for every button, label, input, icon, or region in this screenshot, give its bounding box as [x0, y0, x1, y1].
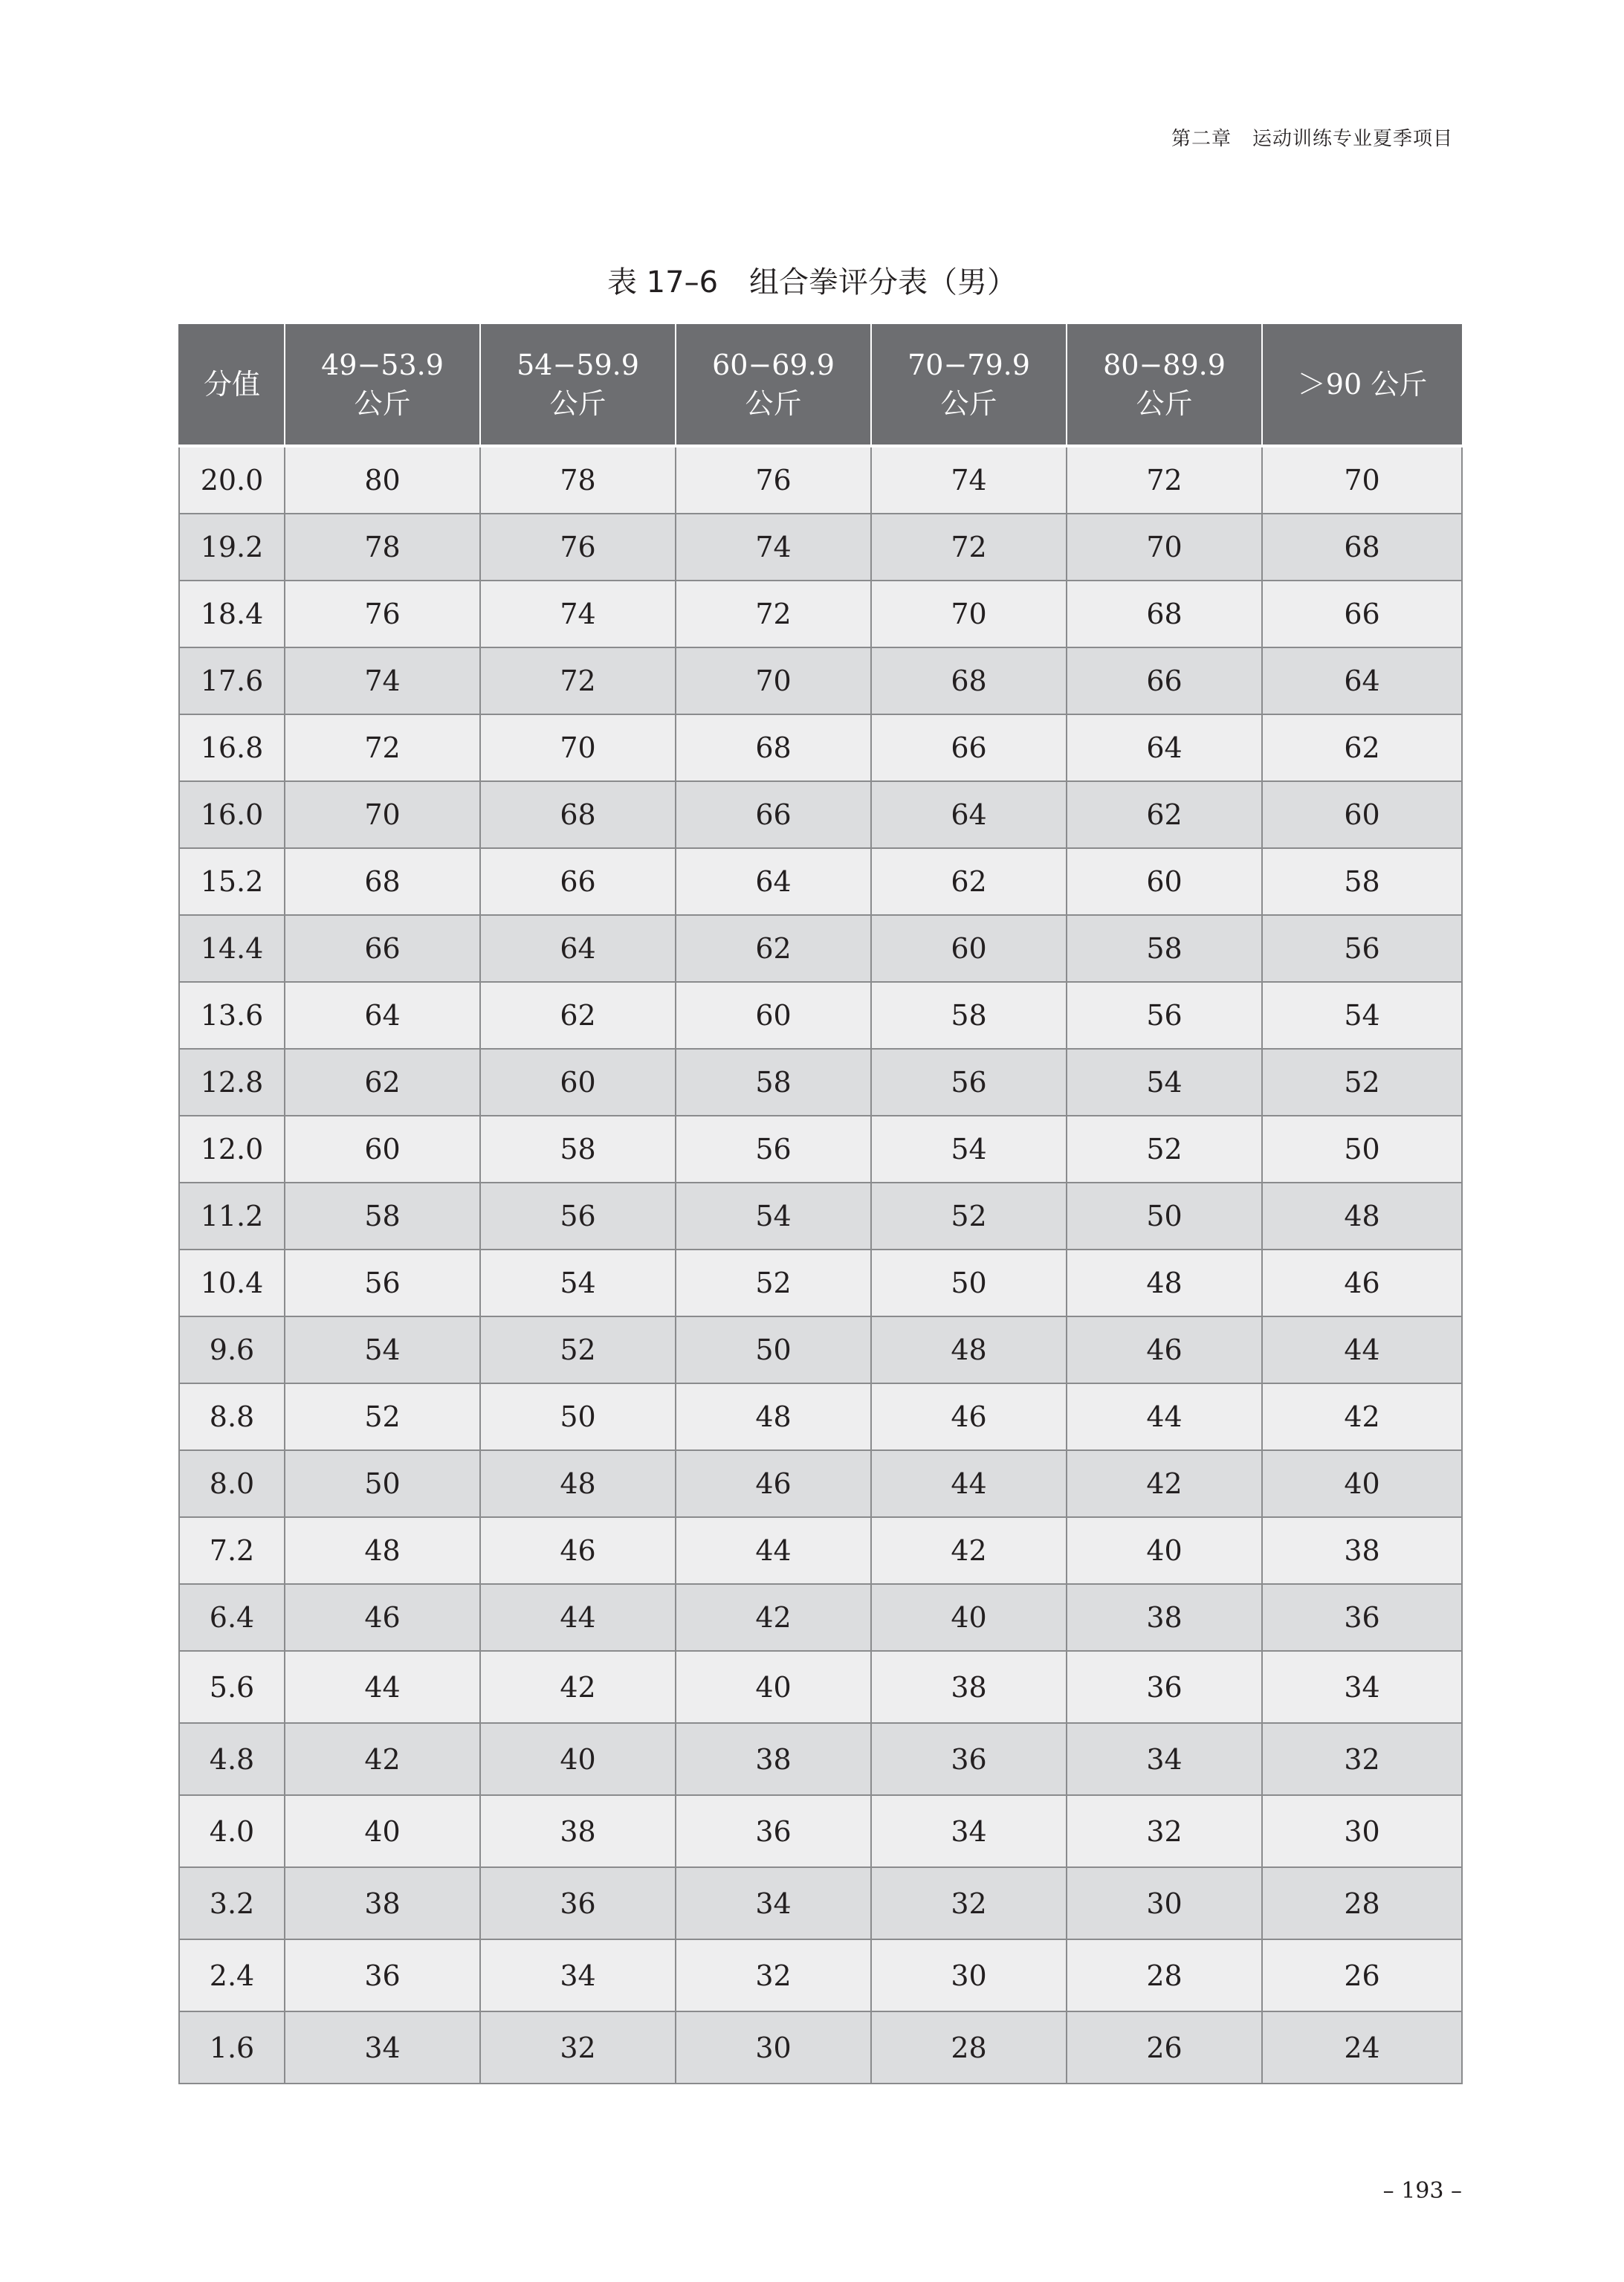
- weight-value-cell: 72: [871, 514, 1067, 581]
- weight-value-cell: 70: [1067, 514, 1262, 581]
- weight-value-cell: 46: [285, 1584, 480, 1651]
- weight-value-cell: 44: [480, 1584, 676, 1651]
- weight-value-cell: 66: [1067, 647, 1262, 714]
- score-cell: 17.6: [179, 647, 285, 714]
- weight-value-cell: 58: [480, 1116, 676, 1183]
- weight-value-cell: 48: [871, 1316, 1067, 1383]
- weight-value-cell: 78: [285, 514, 480, 581]
- weight-value-cell: 74: [676, 514, 871, 581]
- weight-value-cell: 52: [480, 1316, 676, 1383]
- weight-value-cell: 34: [676, 1867, 871, 1939]
- weight-value-cell: 42: [285, 1723, 480, 1795]
- score-cell: 7.2: [179, 1517, 285, 1584]
- header-cell-text: 公斤: [354, 387, 411, 420]
- weight-value-cell: 68: [285, 848, 480, 915]
- weight-value-cell: 34: [285, 2011, 480, 2084]
- weight-value-cell: 38: [480, 1795, 676, 1867]
- weight-value-cell: 48: [285, 1517, 480, 1584]
- weight-value-cell: 46: [1067, 1316, 1262, 1383]
- header-cell-score: [179, 324, 285, 446]
- header-cell-weight-class: [1262, 324, 1462, 446]
- score-cell: 11.2: [179, 1183, 285, 1250]
- weight-value-cell: 62: [1067, 781, 1262, 848]
- score-cell: 12.8: [179, 1049, 285, 1116]
- weight-value-cell: 80: [285, 446, 480, 514]
- table-row: [179, 581, 1462, 647]
- weight-value-cell: 60: [871, 915, 1067, 982]
- score-cell: 5.6: [179, 1651, 285, 1723]
- weight-value-cell: 44: [676, 1517, 871, 1584]
- table-row: [179, 1183, 1462, 1250]
- weight-value-cell: 54: [1262, 982, 1462, 1049]
- weight-value-cell: 64: [676, 848, 871, 915]
- table-row: [179, 714, 1462, 781]
- weight-value-cell: 58: [676, 1049, 871, 1116]
- table-row: [179, 446, 1462, 514]
- table-row: [179, 1723, 1462, 1795]
- table-row: [179, 781, 1462, 848]
- weight-value-cell: 70: [871, 581, 1067, 647]
- weight-value-cell: 30: [1067, 1867, 1262, 1939]
- weight-value-cell: 42: [1262, 1383, 1462, 1450]
- score-cell: 15.2: [179, 848, 285, 915]
- weight-value-cell: 48: [1262, 1183, 1462, 1250]
- weight-value-cell: 24: [1262, 2011, 1462, 2084]
- weight-value-cell: 36: [480, 1867, 676, 1939]
- weight-value-cell: 34: [871, 1795, 1067, 1867]
- weight-value-cell: 30: [871, 1939, 1067, 2011]
- header-cell-text: 49−53.9: [321, 349, 444, 381]
- weight-value-cell: 40: [676, 1651, 871, 1723]
- weight-value-cell: 26: [1067, 2011, 1262, 2084]
- weight-value-cell: 66: [676, 781, 871, 848]
- table-row: [179, 1939, 1462, 2011]
- score-cell: 14.4: [179, 915, 285, 982]
- header-row: [179, 324, 1462, 446]
- header-cell-text: 80−89.9: [1103, 349, 1226, 381]
- table-row: [179, 1584, 1462, 1651]
- weight-value-cell: 28: [1262, 1867, 1462, 1939]
- weight-value-cell: 56: [871, 1049, 1067, 1116]
- score-cell: 20.0: [179, 446, 285, 514]
- weight-value-cell: 76: [285, 581, 480, 647]
- weight-value-cell: 36: [285, 1939, 480, 2011]
- weight-value-cell: 36: [1067, 1651, 1262, 1723]
- running-header: [1171, 123, 1453, 151]
- weight-value-cell: 42: [871, 1517, 1067, 1584]
- weight-value-cell: 62: [285, 1049, 480, 1116]
- score-cell: 4.8: [179, 1723, 285, 1795]
- header-cell-weight-class: [480, 324, 676, 446]
- weight-value-cell: 34: [480, 1939, 676, 2011]
- score-cell: 8.0: [179, 1450, 285, 1517]
- weight-value-cell: 40: [1262, 1450, 1462, 1517]
- score-cell: 16.8: [179, 714, 285, 781]
- header-cell-text: 分值: [203, 368, 260, 401]
- weight-value-cell: 56: [1067, 982, 1262, 1049]
- score-cell: 8.8: [179, 1383, 285, 1450]
- weight-value-cell: 62: [1262, 714, 1462, 781]
- weight-value-cell: 66: [1262, 581, 1462, 647]
- table-body: [179, 446, 1462, 2084]
- weight-value-cell: 38: [285, 1867, 480, 1939]
- weight-value-cell: 52: [285, 1383, 480, 1450]
- score-cell: 3.2: [179, 1867, 285, 1939]
- weight-value-cell: 58: [871, 982, 1067, 1049]
- weight-value-cell: 40: [480, 1723, 676, 1795]
- weight-value-cell: 32: [1067, 1795, 1262, 1867]
- weight-value-cell: 48: [1067, 1250, 1262, 1316]
- weight-value-cell: 56: [285, 1250, 480, 1316]
- table-row: [179, 647, 1462, 714]
- table-number: 表 17–6: [606, 265, 719, 300]
- weight-value-cell: 56: [676, 1116, 871, 1183]
- weight-value-cell: 50: [1067, 1183, 1262, 1250]
- header-cell-text: 公斤: [549, 387, 606, 420]
- weight-value-cell: 62: [676, 915, 871, 982]
- score-cell: 4.0: [179, 1795, 285, 1867]
- weight-value-cell: 70: [285, 781, 480, 848]
- weight-value-cell: 74: [480, 581, 676, 647]
- weight-value-cell: 60: [285, 1116, 480, 1183]
- weight-value-cell: 32: [871, 1867, 1067, 1939]
- weight-value-cell: 46: [676, 1450, 871, 1517]
- table-title: [0, 259, 1624, 301]
- weight-value-cell: 68: [480, 781, 676, 848]
- weight-value-cell: 68: [676, 714, 871, 781]
- weight-value-cell: 46: [1262, 1250, 1462, 1316]
- weight-value-cell: 38: [1262, 1517, 1462, 1584]
- header-cell-weight-class: [285, 324, 480, 446]
- weight-value-cell: 50: [871, 1250, 1067, 1316]
- weight-value-cell: 50: [285, 1450, 480, 1517]
- table-row: [179, 1651, 1462, 1723]
- weight-value-cell: 48: [676, 1383, 871, 1450]
- header-cell-text: 60−69.9: [712, 349, 835, 381]
- score-table: [178, 324, 1463, 2084]
- weight-value-cell: 76: [676, 446, 871, 514]
- weight-value-cell: 30: [1262, 1795, 1462, 1867]
- weight-value-cell: 60: [480, 1049, 676, 1116]
- weight-value-cell: 54: [1067, 1049, 1262, 1116]
- weight-value-cell: 74: [285, 647, 480, 714]
- table-row: [179, 915, 1462, 982]
- weight-value-cell: 68: [1067, 581, 1262, 647]
- table-row: [179, 982, 1462, 1049]
- weight-value-cell: 68: [1262, 514, 1462, 581]
- weight-value-cell: 52: [1067, 1116, 1262, 1183]
- score-cell: 18.4: [179, 581, 285, 647]
- running-header-section: 运动训练专业夏季项目: [1252, 128, 1453, 150]
- weight-value-cell: 54: [871, 1116, 1067, 1183]
- table-header: [179, 324, 1462, 446]
- running-header-chapter: 第二章: [1171, 128, 1232, 150]
- table-row: [179, 1250, 1462, 1316]
- weight-value-cell: 72: [1067, 446, 1262, 514]
- header-cell-weight-class: [676, 324, 871, 446]
- header-cell-text: 54−59.9: [517, 349, 639, 381]
- weight-value-cell: 28: [871, 2011, 1067, 2084]
- weight-value-cell: 66: [480, 848, 676, 915]
- weight-value-cell: 52: [871, 1183, 1067, 1250]
- weight-value-cell: 54: [480, 1250, 676, 1316]
- weight-value-cell: 74: [871, 446, 1067, 514]
- score-cell: 9.6: [179, 1316, 285, 1383]
- weight-value-cell: 28: [1067, 1939, 1262, 2011]
- table-row: [179, 514, 1462, 581]
- header-cell-text: 公斤: [940, 387, 997, 420]
- weight-value-cell: 52: [1262, 1049, 1462, 1116]
- weight-value-cell: 34: [1067, 1723, 1262, 1795]
- table-row: [179, 1116, 1462, 1183]
- weight-value-cell: 30: [676, 2011, 871, 2084]
- weight-value-cell: 44: [1262, 1316, 1462, 1383]
- table-row: [179, 1517, 1462, 1584]
- score-cell: 12.0: [179, 1116, 285, 1183]
- weight-value-cell: 70: [676, 647, 871, 714]
- score-cell: 10.4: [179, 1250, 285, 1316]
- weight-value-cell: 78: [480, 446, 676, 514]
- header-cell-text: 公斤: [1136, 387, 1193, 420]
- weight-value-cell: 64: [480, 915, 676, 982]
- weight-value-cell: 56: [480, 1183, 676, 1250]
- weight-value-cell: 62: [871, 848, 1067, 915]
- weight-value-cell: 40: [1067, 1517, 1262, 1584]
- table-row: [179, 1795, 1462, 1867]
- weight-value-cell: 36: [676, 1795, 871, 1867]
- weight-value-cell: 46: [480, 1517, 676, 1584]
- score-cell: 1.6: [179, 2011, 285, 2084]
- weight-value-cell: 58: [1067, 915, 1262, 982]
- table-row: [179, 2011, 1462, 2084]
- weight-value-cell: 54: [285, 1316, 480, 1383]
- weight-value-cell: 48: [480, 1450, 676, 1517]
- weight-value-cell: 44: [285, 1651, 480, 1723]
- weight-value-cell: 38: [676, 1723, 871, 1795]
- weight-value-cell: 64: [1262, 647, 1462, 714]
- weight-value-cell: 66: [871, 714, 1067, 781]
- score-cell: 2.4: [179, 1939, 285, 2011]
- table-caption: 组合拳评分表（男）: [749, 265, 1018, 300]
- weight-value-cell: 32: [1262, 1723, 1462, 1795]
- weight-value-cell: 38: [871, 1651, 1067, 1723]
- weight-value-cell: 64: [871, 781, 1067, 848]
- table-row: [179, 1316, 1462, 1383]
- weight-value-cell: 40: [285, 1795, 480, 1867]
- table-row: [179, 848, 1462, 915]
- weight-value-cell: 72: [480, 647, 676, 714]
- weight-value-cell: 38: [1067, 1584, 1262, 1651]
- weight-value-cell: 64: [285, 982, 480, 1049]
- weight-value-cell: 58: [1262, 848, 1462, 915]
- weight-value-cell: 42: [480, 1651, 676, 1723]
- weight-value-cell: 50: [1262, 1116, 1462, 1183]
- score-cell: 13.6: [179, 982, 285, 1049]
- table-row: [179, 1383, 1462, 1450]
- weight-value-cell: 56: [1262, 915, 1462, 982]
- weight-value-cell: 72: [676, 581, 871, 647]
- weight-value-cell: 32: [480, 2011, 676, 2084]
- table-row: [179, 1049, 1462, 1116]
- header-cell-text: 70−79.9: [908, 349, 1030, 381]
- weight-value-cell: 32: [676, 1939, 871, 2011]
- weight-value-cell: 34: [1262, 1651, 1462, 1723]
- weight-value-cell: 70: [480, 714, 676, 781]
- weight-value-cell: 50: [676, 1316, 871, 1383]
- table-row: [179, 1450, 1462, 1517]
- weight-value-cell: 40: [871, 1584, 1067, 1651]
- weight-value-cell: 42: [676, 1584, 871, 1651]
- table-row: [179, 1867, 1462, 1939]
- weight-value-cell: 36: [871, 1723, 1067, 1795]
- weight-value-cell: 58: [285, 1183, 480, 1250]
- weight-value-cell: 36: [1262, 1584, 1462, 1651]
- weight-value-cell: 70: [1262, 446, 1462, 514]
- header-cell-text: 公斤: [745, 387, 802, 420]
- score-cell: 19.2: [179, 514, 285, 581]
- weight-value-cell: 44: [1067, 1383, 1262, 1450]
- weight-value-cell: 60: [1067, 848, 1262, 915]
- weight-value-cell: 52: [676, 1250, 871, 1316]
- weight-value-cell: 64: [1067, 714, 1262, 781]
- weight-value-cell: 60: [1262, 781, 1462, 848]
- weight-value-cell: 62: [480, 982, 676, 1049]
- score-cell: 6.4: [179, 1584, 285, 1651]
- weight-value-cell: 42: [1067, 1450, 1262, 1517]
- weight-value-cell: 68: [871, 647, 1067, 714]
- weight-value-cell: 44: [871, 1450, 1067, 1517]
- header-cell-text: ＞90 公斤: [1297, 368, 1428, 401]
- weight-value-cell: 46: [871, 1383, 1067, 1450]
- header-cell-weight-class: [1067, 324, 1262, 446]
- weight-value-cell: 50: [480, 1383, 676, 1450]
- page-number: – 193 –: [1382, 2178, 1462, 2204]
- weight-value-cell: 66: [285, 915, 480, 982]
- weight-value-cell: 26: [1262, 1939, 1462, 2011]
- weight-value-cell: 76: [480, 514, 676, 581]
- score-cell: 16.0: [179, 781, 285, 848]
- weight-value-cell: 60: [676, 982, 871, 1049]
- weight-value-cell: 54: [676, 1183, 871, 1250]
- header-cell-weight-class: [871, 324, 1067, 446]
- weight-value-cell: 72: [285, 714, 480, 781]
